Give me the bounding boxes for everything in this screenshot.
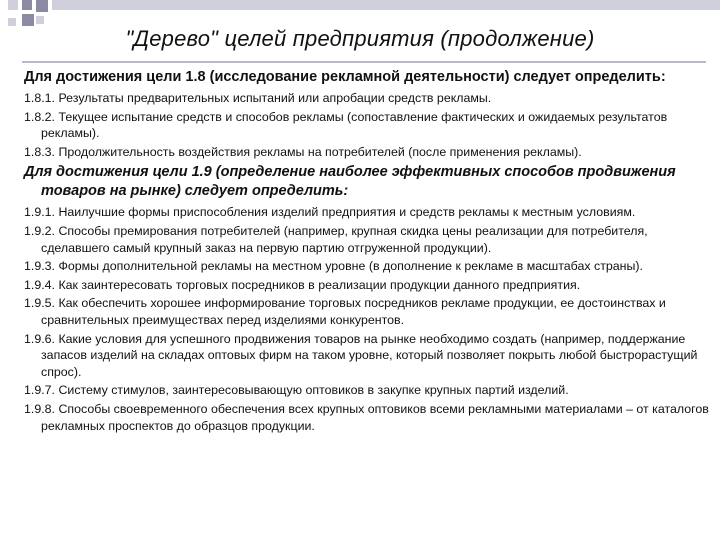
list-item: 1.9.7. Систему стимулов, заинтересовывающую оптовиков в закупке крупных партий изделий. [24,383,569,398]
slide-content [24,68,714,436]
decor-square [8,18,16,26]
section1-heading: Для достижения цели 1.8 (исследование рекламной деятельности) следует определить: [24,69,666,85]
decor-square [22,0,32,10]
list-item: 1.9.2. Способы премирования потребителей (например, крупная скидка цены реализации для потребителя, сделавшего самый крупный заказ на первую партию отгруженной продукции). [24,223,648,255]
decor-square [8,0,18,10]
list-item: 1.9.4. Как заинтересовать торговых посредников в реализации продукции данного предприятия. [24,277,581,292]
list-item: 1.8.3. Продолжительность воздействия рекламы на потребителей (после применения рекламы). [24,144,582,159]
list-item: 1.9.8. Способы своевременного обеспечения всех крупных оптовиков всеми рекламными материалами – от каталогов рекламных проспектов до образцов продукции. [24,401,709,433]
list-item: 1.9.1. Наилучшие формы приспособления изделий предприятия и средств рекламы к местным условиям. [24,205,636,220]
decor-square [36,0,48,12]
section2-heading: Для достижения цели 1.9 (определение наиболее эффективных способов продвижения товаров на рынке) следует определить: [24,164,676,200]
title-divider [22,61,706,63]
list-item: 1.9.3. Формы дополнительной рекламы на местном уровне (в дополнение к рекламе в масштабах страны). [24,259,643,274]
decor-square [36,16,44,24]
list-item: 1.8.2. Текущее испытание средств и способов рекламы (сопоставление фактических и ожидаемых результатов рекламы). [24,109,668,141]
list-item: 1.9.5. Как обеспечить хорошее информирование торговых посредников рекламе продукции, ее достоинствах и сравнительных преимуществах перед изделиями конкурентов. [24,296,666,327]
slide-title: "Дерево" целей предприятия (продолжение) [125,26,595,51]
list-item: 1.8.1. Результаты предварительных испытаний или апробации средств рекламы. [24,91,492,105]
list-item: 1.9.6. Какие условия для успешного продвижения товаров на рынке необходимо создать (например, поддержание запасов изделий на складах оптовых фирм на таком уровне, который позволяет покрыть любой быстрорастущий спрос). [24,331,698,379]
decor-bar [52,0,720,10]
decor-square [22,14,34,26]
